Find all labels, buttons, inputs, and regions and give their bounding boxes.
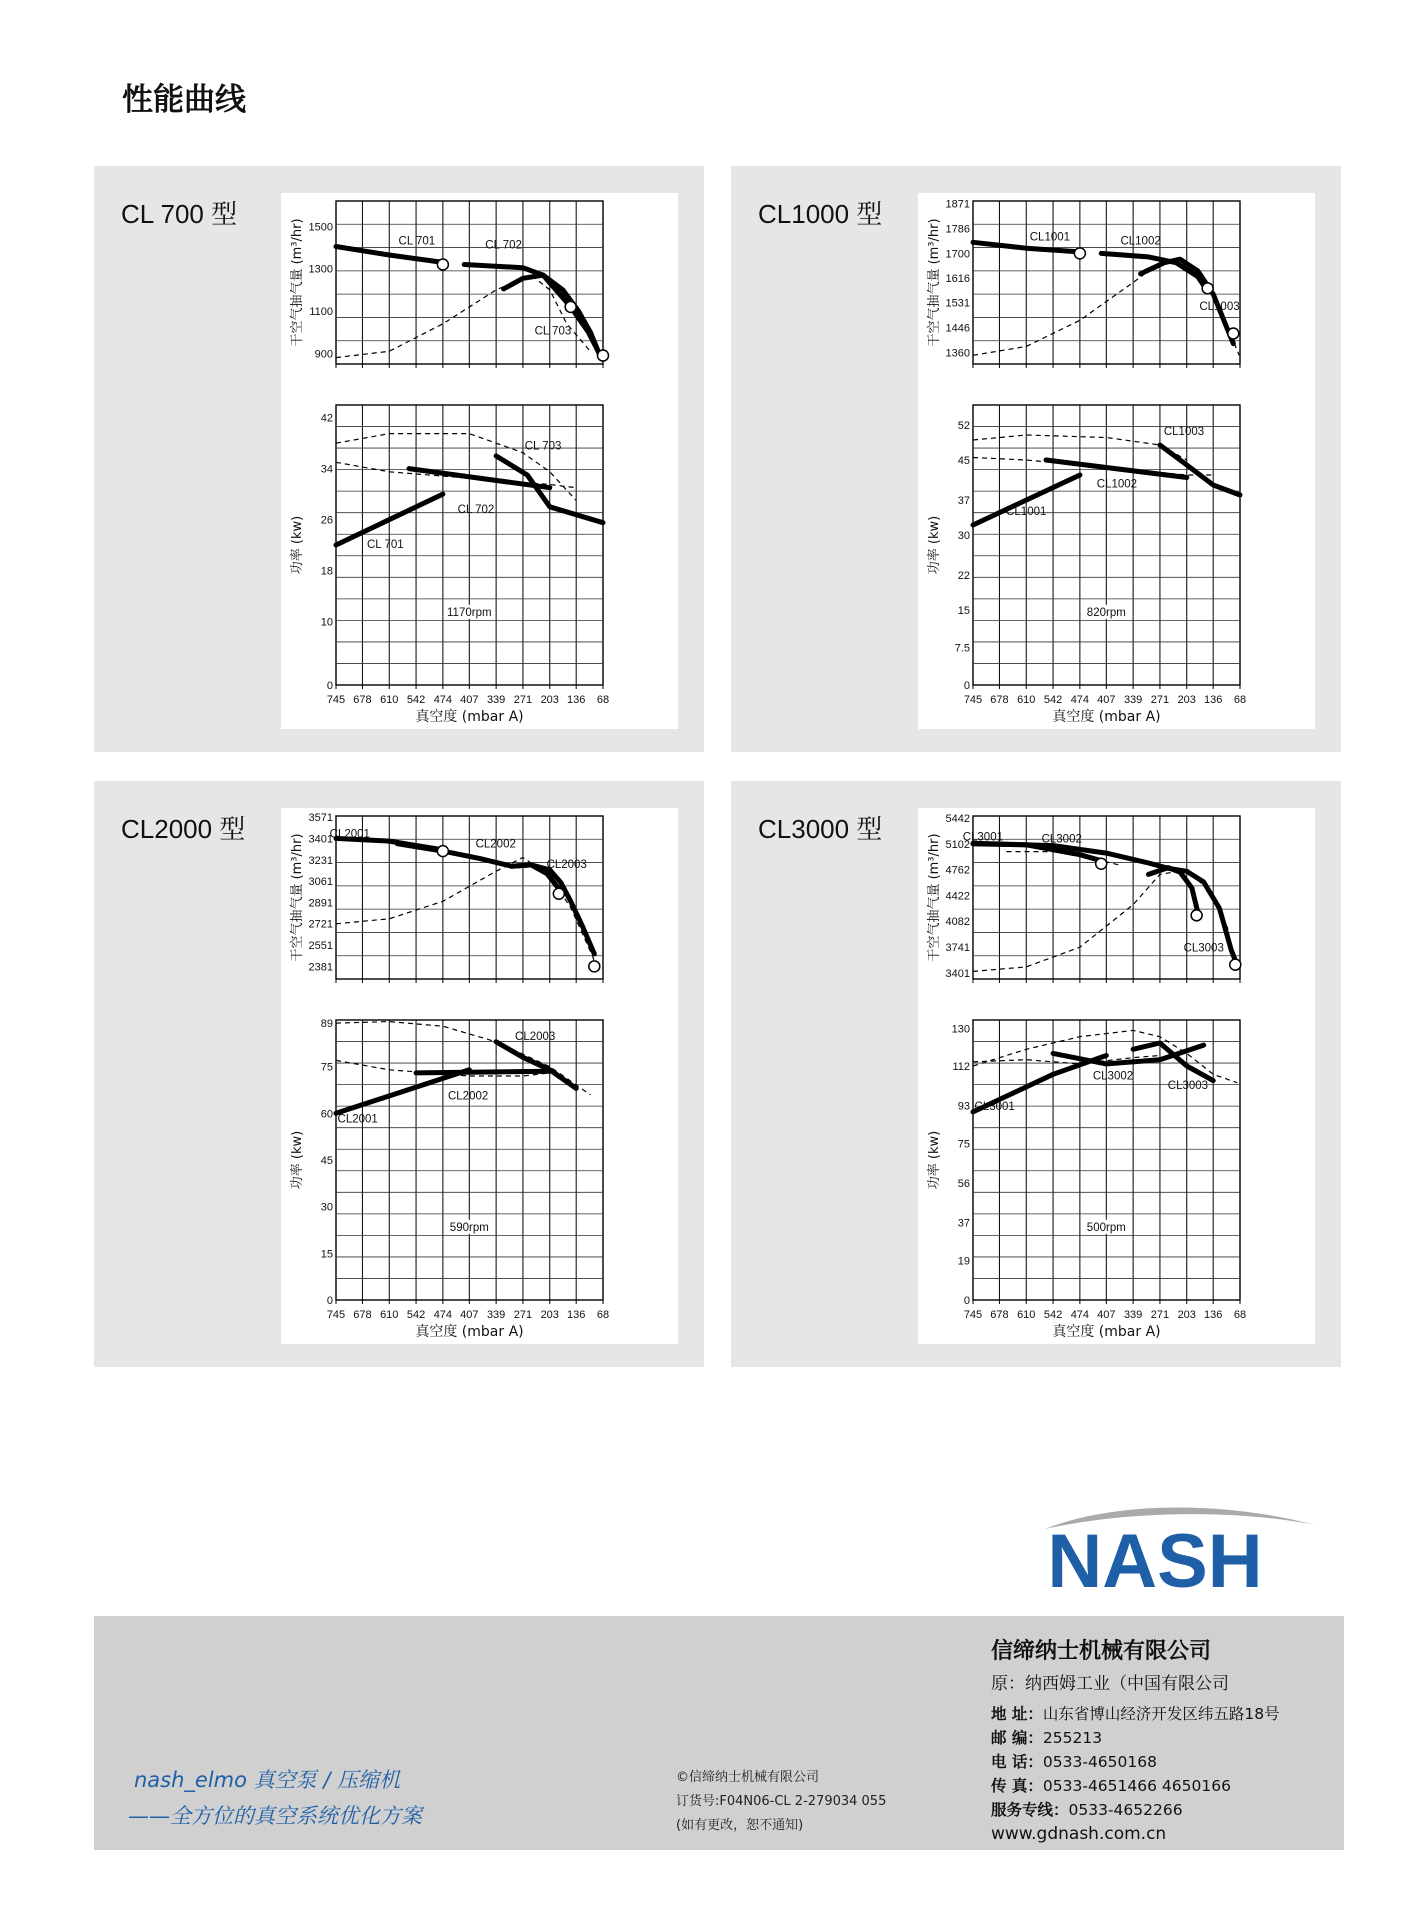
y-tick-label: 52	[957, 420, 970, 432]
operating-point-marker	[1202, 283, 1213, 294]
panel-title: CL 700 型	[121, 199, 238, 229]
tagline: nash_elmo 真空泵 / 压缩机	[134, 1768, 401, 1792]
x-axis-label: 真空度 (mbar A)	[1052, 709, 1161, 725]
y-tick-label: 4082	[945, 916, 970, 929]
curve-label: CL1001	[1006, 506, 1047, 518]
y-tick-label: 26	[320, 514, 333, 527]
x-tick-label: 745	[963, 694, 983, 706]
page-title: 性能曲线	[122, 82, 246, 118]
y-axis-label: 功率 (kw)	[927, 515, 942, 575]
operating-point-marker	[553, 888, 564, 899]
curve-label: CL1003	[1163, 426, 1205, 438]
curve-label: CL3002	[1092, 1070, 1134, 1083]
x-tick-label: 678	[990, 1309, 1009, 1321]
panel-title: CL1000 型	[758, 199, 883, 229]
panel-title: CL3000 型	[758, 814, 883, 844]
y-tick-label: 1446	[945, 322, 970, 335]
curve-label: CL2001	[329, 828, 370, 841]
footer	[94, 1616, 1344, 1850]
fax: 0533-4651466 4650166	[1042, 1777, 1231, 1795]
y-tick-label: 3231	[308, 854, 333, 867]
curve-label: CL 702	[485, 239, 522, 252]
y-axis-label: 功率 (kw)	[290, 1130, 305, 1190]
x-tick-label: 474	[1070, 1309, 1090, 1321]
x-tick-label: 68	[1233, 694, 1247, 706]
y-tick-label: 4762	[945, 864, 970, 877]
hotline-label: 服务专线：	[991, 1801, 1069, 1819]
curve-label: CL 702	[457, 504, 495, 517]
address-label: 地 址：	[991, 1705, 1043, 1723]
x-tick-label: 542	[1043, 1309, 1063, 1321]
y-tick-label: 42	[320, 412, 333, 425]
performance-chart-cl2000	[281, 808, 678, 1344]
y-tick-label: 130	[951, 1023, 970, 1036]
x-tick-label: 271	[1150, 1309, 1170, 1321]
x-axis-label: 真空度 (mbar A)	[415, 1324, 524, 1340]
curve-label: CL 703	[524, 440, 562, 453]
flow-plot	[289, 812, 603, 983]
x-tick-label: 407	[1097, 1309, 1116, 1321]
phone-label: 电 话：	[991, 1753, 1043, 1771]
y-axis-label: 干空气抽气量 (m³/hr)	[290, 218, 305, 347]
y-tick-label: 0	[963, 1295, 970, 1307]
x-tick-label: 203	[1177, 694, 1196, 706]
y-tick-label: 93	[957, 1100, 970, 1113]
y-tick-label: 60	[320, 1108, 333, 1121]
x-tick-label: 542	[406, 694, 426, 706]
curve-label: CL1002	[1120, 235, 1161, 248]
x-tick-label: 339	[1123, 1309, 1143, 1321]
x-tick-label: 68	[596, 1309, 610, 1321]
original-name: 原：纳西姆工业（中国有限公司	[991, 1674, 1229, 1694]
y-tick-label: 37	[957, 495, 970, 507]
performance-chart-cl700	[281, 193, 678, 729]
x-tick-label: 203	[1177, 1309, 1196, 1321]
x-tick-label: 474	[433, 1309, 453, 1321]
logo-text: NASH	[1047, 1519, 1263, 1595]
y-tick-label: 4422	[945, 890, 970, 903]
curve-label: CL 701	[398, 235, 436, 248]
operating-point-marker	[589, 961, 600, 972]
performance-chart-cl3000	[918, 808, 1315, 1344]
postcode-label: 邮 编：	[991, 1729, 1043, 1747]
x-tick-label: 339	[486, 694, 506, 706]
x-tick-label: 407	[460, 694, 479, 706]
curve-cl2002	[416, 1071, 550, 1073]
y-axis-label: 功率 (kw)	[927, 1130, 942, 1190]
curve-label: CL2003	[546, 859, 587, 872]
y-tick-label: 5102	[945, 838, 970, 851]
y-axis-label: 干空气抽气量 (m³/hr)	[927, 218, 942, 347]
y-tick-label: 75	[320, 1061, 333, 1074]
y-tick-label: 2891	[308, 897, 333, 910]
company-name: 信缔纳士机械有限公司	[991, 1639, 1212, 1664]
curve-label: CL2002	[447, 1090, 489, 1103]
curve-label: CL3003	[1183, 942, 1224, 955]
x-tick-label: 203	[540, 694, 559, 706]
y-tick-label: 1531	[945, 297, 970, 310]
x-tick-label: 610	[380, 694, 399, 706]
y-tick-label: 1616	[945, 272, 970, 285]
curve-label: CL3001	[974, 1100, 1015, 1113]
power-plot	[290, 405, 603, 692]
y-tick-label: 45	[320, 1155, 333, 1167]
panel-title: CL2000 型	[121, 814, 246, 844]
x-tick-label: 271	[1150, 694, 1170, 706]
y-axis-label: 干空气抽气量 (m³/hr)	[927, 833, 942, 962]
operating-point-marker	[1228, 328, 1239, 339]
y-tick-label: 3061	[308, 876, 333, 889]
curve-label: CL2002	[475, 838, 516, 851]
curve-label: CL3003	[1167, 1079, 1209, 1092]
y-tick-label: 3741	[945, 942, 970, 955]
y-tick-label: 2381	[308, 961, 333, 974]
address: 山东省博山经济开发区纬五路18号	[1042, 1705, 1280, 1723]
postcode-line	[991, 1726, 1280, 1750]
x-tick-label: 68	[1233, 1309, 1247, 1321]
x-tick-label: 474	[433, 694, 453, 706]
power-plot	[927, 1020, 1240, 1307]
curve-label: CL1003	[1199, 301, 1240, 314]
curve-label: CL2003	[515, 1031, 556, 1044]
y-tick-label: 37	[957, 1217, 970, 1230]
x-axis-label: 真空度 (mbar A)	[1052, 1324, 1161, 1340]
y-tick-label: 30	[320, 1201, 333, 1214]
chart-panel-cl3000	[731, 781, 1341, 1367]
y-tick-label: 1700	[945, 248, 970, 261]
y-tick-label: 7.5	[954, 642, 970, 655]
x-tick-label: 678	[353, 1309, 372, 1321]
x-tick-label: 68	[596, 694, 610, 706]
y-tick-label: 2551	[308, 940, 333, 953]
x-tick-label: 136	[1204, 1309, 1223, 1321]
y-tick-label: 1786	[945, 223, 970, 236]
company-info	[991, 1634, 1280, 1846]
y-tick-label: 19	[957, 1255, 970, 1268]
x-tick-label: 136	[567, 1309, 586, 1321]
y-tick-label: 15	[957, 605, 970, 617]
x-tick-label: 610	[380, 1309, 399, 1321]
y-tick-label: 3401	[308, 833, 333, 846]
operating-point-marker	[1096, 858, 1107, 869]
y-tick-label: 1100	[309, 306, 333, 319]
x-tick-label: 474	[1070, 694, 1090, 706]
y-tick-label: 112	[952, 1060, 970, 1073]
rpm-label: 500rpm	[1086, 1221, 1126, 1234]
x-tick-label: 542	[1043, 694, 1063, 706]
chart-card	[281, 193, 678, 729]
x-tick-label: 745	[326, 1309, 346, 1321]
y-tick-label: 0	[326, 1295, 333, 1307]
x-tick-label: 542	[406, 1309, 426, 1321]
flow-plot	[926, 813, 1241, 983]
order-number: 订货号:F04N06-CL 2-279034 055	[676, 1794, 887, 1809]
y-tick-label: 0	[963, 680, 970, 692]
y-tick-label: 22	[957, 570, 970, 582]
operating-point-marker	[437, 259, 448, 270]
operating-point-marker	[1074, 248, 1085, 259]
operating-point-marker	[437, 846, 448, 857]
x-tick-label: 203	[540, 1309, 559, 1321]
chart-panel-cl2000	[94, 781, 704, 1367]
power-plot	[290, 1018, 603, 1307]
operating-point-marker	[565, 301, 576, 312]
y-tick-label: 45	[957, 455, 970, 467]
y-tick-label: 34	[320, 463, 333, 476]
x-tick-label: 678	[353, 694, 372, 706]
fax-line	[991, 1774, 1280, 1798]
x-tick-label: 745	[326, 694, 346, 706]
x-tick-label: 136	[1204, 694, 1223, 706]
x-tick-label: 407	[460, 1309, 479, 1321]
y-tick-label: 5442	[945, 813, 970, 826]
y-tick-label: 3571	[308, 812, 333, 825]
x-tick-label: 271	[513, 1309, 533, 1321]
y-axis-label: 功率 (kw)	[290, 515, 305, 575]
y-tick-label: 10	[320, 616, 333, 629]
curve-label: CL 703	[534, 325, 572, 338]
chart-panel-cl1000	[731, 166, 1341, 752]
fax-label: 传 真：	[991, 1777, 1043, 1795]
operating-point-marker	[1191, 910, 1202, 921]
y-tick-label: 30	[957, 530, 970, 542]
phone: 0533-4650168	[1042, 1753, 1157, 1771]
operating-point-marker	[1230, 959, 1241, 970]
chart-card	[281, 808, 678, 1344]
curve-label: CL3002	[1041, 833, 1082, 846]
chart-card	[918, 193, 1315, 729]
curve-label: CL2001	[337, 1113, 378, 1126]
x-tick-label: 610	[1017, 1309, 1036, 1321]
x-tick-label: 678	[990, 694, 1009, 706]
hotline-line	[991, 1798, 1280, 1822]
operating-point-marker	[598, 350, 609, 361]
y-tick-label: 56	[957, 1177, 970, 1190]
hotline: 0533-4652266	[1068, 1801, 1183, 1819]
notice: (如有更改，恕不通知)	[676, 1818, 804, 1833]
curve-label: CL1001	[1029, 231, 1071, 244]
x-tick-label: 610	[1017, 694, 1036, 706]
x-tick-label: 271	[513, 694, 533, 706]
copyright: ©信缔纳士机械有限公司	[676, 1770, 820, 1785]
x-tick-label: 339	[486, 1309, 506, 1321]
performance-chart-cl1000	[918, 193, 1315, 729]
y-tick-label: 15	[320, 1248, 333, 1261]
flow-plot	[289, 201, 609, 368]
x-axis-label: 真空度 (mbar A)	[415, 709, 524, 725]
curve-label: CL3001	[962, 831, 1004, 844]
curve-label: CL 701	[366, 539, 404, 552]
chart-panel-cl700	[94, 166, 704, 752]
nash-logo	[1005, 1505, 1315, 1595]
tagline: ——全方位的真空系统优化方案	[128, 1804, 422, 1828]
y-tick-label: 89	[320, 1018, 333, 1031]
rpm-label: 1170rpm	[447, 606, 492, 619]
y-tick-label: 3401	[945, 967, 970, 980]
rpm-label: 820rpm	[1086, 606, 1126, 619]
y-tick-label: 1360	[945, 347, 970, 360]
chart-card	[918, 808, 1315, 1344]
x-tick-label: 407	[1097, 694, 1116, 706]
y-tick-label: 900	[314, 348, 333, 361]
x-tick-label: 136	[567, 694, 586, 706]
power-plot	[927, 405, 1240, 692]
copyright-block	[676, 1766, 886, 1838]
website-link[interactable]: www.gdnash.com.cn	[991, 1824, 1167, 1844]
y-tick-label: 1500	[308, 221, 333, 234]
postcode: 255213	[1042, 1729, 1103, 1747]
address-line	[991, 1702, 1280, 1726]
x-tick-label: 745	[963, 1309, 983, 1321]
flow-plot	[926, 199, 1240, 368]
y-tick-label: 18	[320, 565, 333, 578]
x-tick-label: 339	[1123, 694, 1143, 706]
y-tick-label: 0	[326, 680, 333, 692]
y-tick-label: 2721	[308, 918, 333, 931]
y-tick-label: 75	[957, 1138, 970, 1151]
y-axis-label: 干空气抽气量 (m³/hr)	[290, 833, 305, 962]
y-tick-label: 1871	[945, 198, 970, 211]
phone-line	[991, 1750, 1280, 1774]
curve-label: CL1002	[1096, 478, 1138, 491]
rpm-label: 590rpm	[449, 1221, 489, 1234]
y-tick-label: 1300	[308, 263, 333, 276]
